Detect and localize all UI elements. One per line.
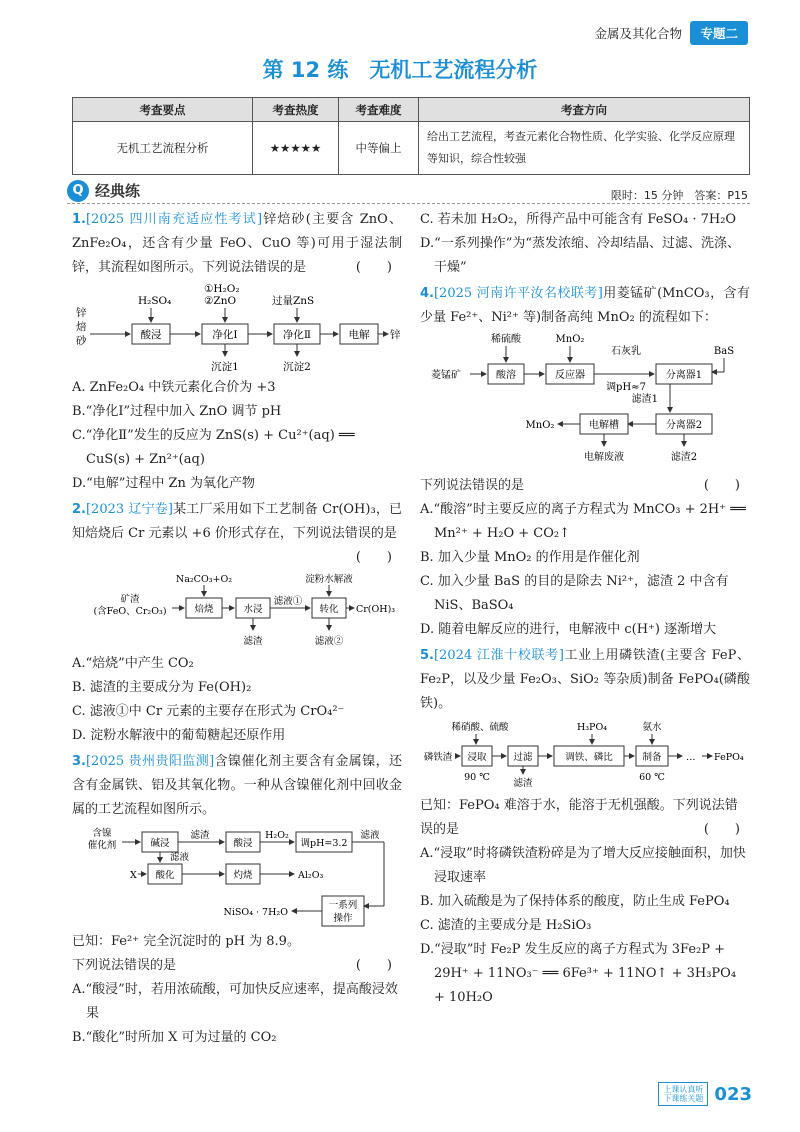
- waste: 滤渣: [513, 778, 533, 789]
- waste: 沉淀1: [211, 361, 239, 373]
- raw-material: 菱锰矿: [431, 370, 461, 381]
- question-ask: 下列说法错误的是: [72, 958, 177, 973]
- reagent: 过量ZnS: [272, 295, 315, 307]
- reagent: 稀硫酸: [491, 334, 521, 345]
- table-header: 考查要点: [73, 98, 253, 122]
- slogan-line: 上课认真听: [663, 1085, 704, 1094]
- page-number: 023: [714, 1083, 752, 1105]
- option-b: B.“酸化”时所加 X 可为过量的 CO₂: [72, 1030, 277, 1045]
- raw-material: 催化剂: [87, 840, 117, 851]
- step-label: 过滤: [513, 752, 533, 763]
- raw-material: 含镍: [92, 828, 112, 839]
- reagent: 稀硝酸、硫酸: [451, 722, 509, 733]
- left-column: [72, 208, 402, 1050]
- reagent: 石灰乳: [611, 346, 641, 357]
- step-label: 一系列: [328, 900, 358, 911]
- reagent: 氨水: [642, 722, 662, 733]
- waste: 滤渣2: [670, 452, 698, 463]
- question-number: 3.: [72, 754, 86, 769]
- table-header: 考查难度: [339, 98, 419, 122]
- table-header: 考查方向: [419, 98, 750, 122]
- option-a: A.“焙烧”中产生 CO₂: [72, 656, 194, 671]
- reagent: ②ZnO: [204, 295, 237, 307]
- slogan-box: [658, 1082, 708, 1106]
- table-cell: 中等偏上: [339, 122, 419, 175]
- question-number: 5.: [420, 648, 434, 663]
- product: Cr(OH)₃: [356, 604, 396, 615]
- question-stem: 工业上用磷铁渣(主要含 FeP、Fe₂P，以及少量 Fe₂O₃、SiO₂ 等杂质)制备 FePO₄(磷酸铁)。: [420, 648, 750, 711]
- table-header: 考查热度: [253, 98, 339, 122]
- question-source: [2025 河南许平汝名校联考]: [433, 286, 603, 301]
- reagent: 淀粉水解液: [305, 574, 353, 585]
- ellipsis: …: [686, 752, 696, 763]
- temperature: 60 ℃: [639, 772, 665, 783]
- step-label: 电解槽: [589, 420, 619, 431]
- option-c: C.“净化Ⅱ”发生的反应为 ZnS(s) + Cu²⁺(aq) ══ CuS(s) + Zn²⁺(aq): [72, 428, 355, 467]
- step-label: 净化Ⅱ: [282, 329, 312, 341]
- waste: 滤渣1: [631, 394, 658, 405]
- stream-label: 滤液: [170, 852, 190, 863]
- question-source: [2025 贵州贵阳监测]: [85, 754, 215, 769]
- exam-point-table: [72, 97, 750, 175]
- question-5: [420, 644, 750, 1010]
- option-d: D. 随着电解反应的进行，电解液中 c(H⁺) 逐渐增大: [420, 622, 717, 637]
- question-stem: 含镍催化剂主要含有金属镍，还含有金属铁、铝及其氧化物。一种从含镍催化剂中回收金属的工艺流程如图所示。: [72, 754, 402, 817]
- step-label: 净化Ⅰ: [212, 329, 238, 341]
- topic-badge: 专题二: [690, 21, 748, 45]
- question-source: [2023 辽宁卷]: [85, 502, 173, 517]
- known-info: 已知：FePO₄ 难溶于水，能溶于无机强酸。下列说法错误的是: [420, 798, 738, 837]
- stream-label: 滤液: [360, 830, 380, 841]
- reagent: X: [130, 870, 137, 881]
- option-a: A. ZnFe₂O₄ 中铁元素化合价为 +3: [72, 380, 276, 395]
- question-stem: 锌焙砂(主要含 ZnO、ZnFe₂O₄，还含有少量 FeO、CuO 等)可用于湿法制锌，其流程如图所示。下列说法错误的是: [72, 212, 402, 275]
- option-d: D.“电解”过程中 Zn 为氧化产物: [72, 476, 256, 491]
- option-c: C. 滤渣的主要成分是 H₂SiO₃: [420, 918, 592, 933]
- flow-diagram-4: [420, 332, 750, 472]
- answer-paren: ( ): [355, 260, 392, 275]
- option-a: A.“浸取”时将磷铁渣粉碎是为了增大反应接触面积，加快浸取速率: [420, 846, 746, 885]
- step-label: 反应器: [555, 370, 585, 381]
- option-a: A.“酸浸”时，若用浓硫酸，可加快反应速率，提高酸浸效果: [72, 982, 398, 1021]
- slogan-line: 下课练关题: [663, 1094, 704, 1103]
- question-4: [420, 282, 750, 642]
- reagent: ①H₂O₂: [204, 283, 240, 295]
- table-cell: 给出工艺流程，考查元素化合物性质、化学实验、化学反应原理等知识，综合性较强: [419, 122, 750, 175]
- temperature: 90 ℃: [464, 772, 490, 783]
- option-b: B. 加入硫酸是为了保持体系的酸度，防止生成 FePO₄: [420, 894, 730, 909]
- raw-material: 锌焙砂: [76, 307, 87, 347]
- question-stem: 用菱锰矿(MnCO₃，含有少量 Fe²⁺、Ni²⁺ 等)制备高纯 MnO₂ 的流程如下：: [420, 286, 750, 325]
- reagent: BaS: [713, 346, 735, 357]
- option-a: A.“酸溶”时主要反应的离子方程式为 MnCO₃ + 2H⁺ ══ Mn²⁺ + H₂O + CO₂↑: [420, 502, 746, 541]
- question-3: [72, 750, 402, 1050]
- option-d: D. 淀粉水解液中的葡萄糖起还原作用: [72, 728, 286, 743]
- product: FePO₄: [714, 752, 744, 763]
- page-title: 第 12 练 无机工艺流程分析: [262, 58, 538, 82]
- step-label: 制备: [642, 752, 662, 763]
- reagent: 调pH≈7: [606, 382, 646, 393]
- section-label: 金属及其化合物: [594, 26, 682, 41]
- flow-diagram-1: [72, 282, 402, 374]
- step-label: 浸取: [467, 752, 487, 763]
- step-label: 焙烧: [194, 604, 214, 615]
- raw-material: (含FeO、Cr₂O₃): [93, 606, 167, 617]
- reagent: Na₂CO₃+O₂: [175, 574, 233, 585]
- question-number: 4.: [420, 286, 434, 301]
- step-label: 调铁、磷比: [565, 752, 613, 763]
- step-label: 碱浸: [150, 838, 170, 849]
- answer-paren: ( ): [355, 550, 392, 565]
- option-c: C. 若未加 H₂O₂，所得产品中可能含有 FeSO₄ · 7H₂O: [420, 212, 737, 227]
- option-d: D.“一系列操作”为“蒸发浓缩、冷却结晶、过滤、洗涤、干燥”: [420, 236, 741, 275]
- flow-diagram-5: [420, 718, 750, 792]
- step-label: 分离器1: [665, 370, 703, 381]
- step-label: 水浸: [243, 604, 263, 615]
- product: Al₂O₃: [298, 870, 324, 881]
- filtrate: 滤液①: [273, 596, 303, 607]
- question-number: 2.: [72, 502, 86, 517]
- product: MnO₂: [525, 420, 555, 431]
- question-source: [2025 四川南充适应性考试]: [85, 212, 263, 227]
- reagent: H₃PO₄: [576, 722, 608, 733]
- question-ask: 下列说法错误的是: [420, 478, 525, 493]
- option-b: B. 加入少量 MnO₂ 的作用是作催化剂: [420, 550, 640, 565]
- page-footer: [658, 1082, 752, 1106]
- step-label: 灼烧: [233, 870, 253, 881]
- option-c: C. 滤液①中 Cr 元素的主要存在形式为 CrO₄²⁻: [72, 704, 345, 719]
- section-title: 经典练: [95, 182, 141, 200]
- right-column: [420, 208, 750, 1010]
- reagent: H₂SO₄: [138, 295, 172, 307]
- question-stem: 某工厂采用如下工艺制备 Cr(OH)₃，已知焙烧后 Cr 元素以 +6 价形式存在，下列说法错误的是: [72, 502, 402, 541]
- known-info: 已知：Fe²⁺ 完全沉淀时的 pH 为 8.9。: [72, 934, 300, 949]
- option-b: B. 滤渣的主要成分为 Fe(OH)₂: [72, 680, 252, 695]
- divider: [67, 203, 750, 204]
- option-d: D.“浸取”时 Fe₂P 发生反应的离子方程式为 3Fe₂P + 29H⁺ + 11NO₃⁻ ══ 6Fe³⁺ + 11NO↑ + 3H₃PO₄ + 10H₂O: [420, 942, 737, 1005]
- step-label: 转化: [319, 604, 339, 615]
- reagent: MnO₂: [555, 334, 585, 345]
- option-b: B.“净化Ⅰ”过程中加入 ZnO 调节 pH: [72, 404, 282, 419]
- step-label: 电解: [348, 329, 370, 341]
- question-source: [2024 江淮十校联考]: [433, 648, 564, 663]
- question-1: [72, 208, 402, 496]
- step-label: 分离器2: [665, 420, 703, 431]
- raw-material: 磷铁渣: [423, 752, 453, 763]
- flow-diagram-2: [72, 548, 402, 650]
- step-label: 酸浸: [140, 329, 162, 341]
- product: 锌: [390, 329, 401, 341]
- waste: 沉淀2: [283, 361, 311, 373]
- flow-diagram-3: [72, 824, 402, 928]
- answer-paren: ( ): [355, 958, 392, 973]
- step-label: 操作: [333, 913, 353, 924]
- step-label: 酸化: [155, 870, 175, 881]
- product: NiSO₄ · 7H₂O: [223, 907, 288, 918]
- step-label: 酸溶: [496, 370, 516, 381]
- search-icon: Q: [67, 180, 89, 202]
- question-number: 1.: [72, 212, 86, 227]
- waste: 滤液②: [314, 636, 344, 647]
- rating-stars: ★★★★★: [253, 122, 339, 175]
- stream-label: 滤渣: [190, 830, 210, 841]
- step-label: 调pH=3.2: [300, 838, 348, 849]
- table-cell: 无机工艺流程分析: [73, 122, 253, 175]
- waste: 电解废液: [584, 452, 624, 463]
- question-2: [72, 498, 402, 748]
- section-meta: 限时：15 分钟 答案：P15: [610, 189, 748, 202]
- step-label: 酸浸: [233, 838, 253, 849]
- answer-paren: ( ): [703, 478, 740, 493]
- reagent: H₂O₂: [265, 830, 289, 841]
- raw-material: 矿渣: [120, 594, 140, 605]
- waste: 滤渣: [243, 636, 263, 647]
- answer-paren: ( ): [703, 822, 740, 837]
- option-c: C. 加入少量 BaS 的目的是除去 Ni²⁺，滤渣 2 中含有 NiS、BaSO₄: [420, 574, 729, 613]
